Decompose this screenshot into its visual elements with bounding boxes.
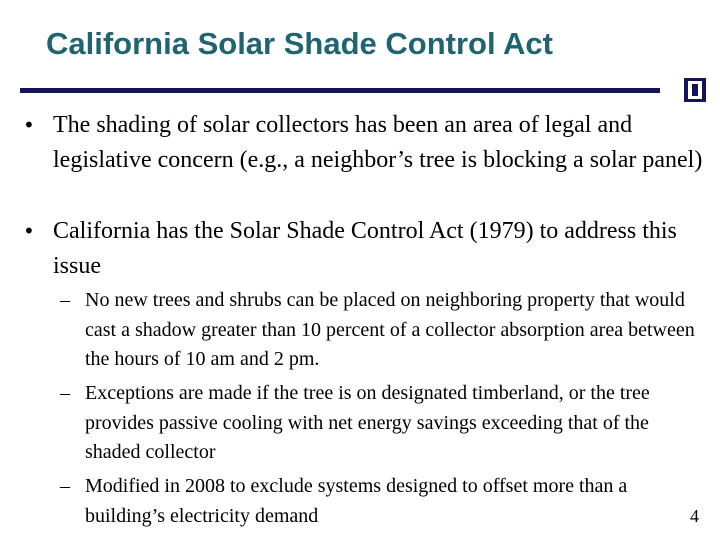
title-divider [20,88,660,93]
sub-bullet-item [60,286,705,375]
sub-bullet-marker: – [60,382,70,404]
bullet-item [23,108,713,178]
illinois-block-i-icon [684,78,706,102]
slide-title: California Solar Shade Control Act [46,26,553,61]
sub-bullet-text: Exceptions are made if the tree is on designated timberland, or the tree provides passive cooling with net energy savings exceeding that of the shaded collector [85,382,650,463]
sub-bullet-marker: – [60,475,70,497]
bullet-marker: • [23,219,35,243]
bullet-text: The shading of solar collectors has been an area of legal and legislative concern (e.g., a neighbor’s tree is blocking a solar panel) [53,112,703,173]
bullet-text: California has the Solar Shade Control Act (1979) to address this issue [53,218,677,279]
sub-bullet-item [60,472,705,531]
sub-bullet-text: No new trees and shrubs can be placed on neighboring property that would cast a shadow greater than 10 percent of a collector absorption area between the hours of 10 am and 2 pm. [85,289,695,370]
bullet-item [23,214,713,284]
sub-bullet-marker: – [60,289,70,311]
bullet-marker: • [23,113,35,137]
sub-bullet-item [60,379,705,468]
sub-bullet-text: Modified in 2008 to exclude systems designed to offset more than a building’s electricity demand [85,475,628,527]
page-number: 4 [690,506,699,526]
